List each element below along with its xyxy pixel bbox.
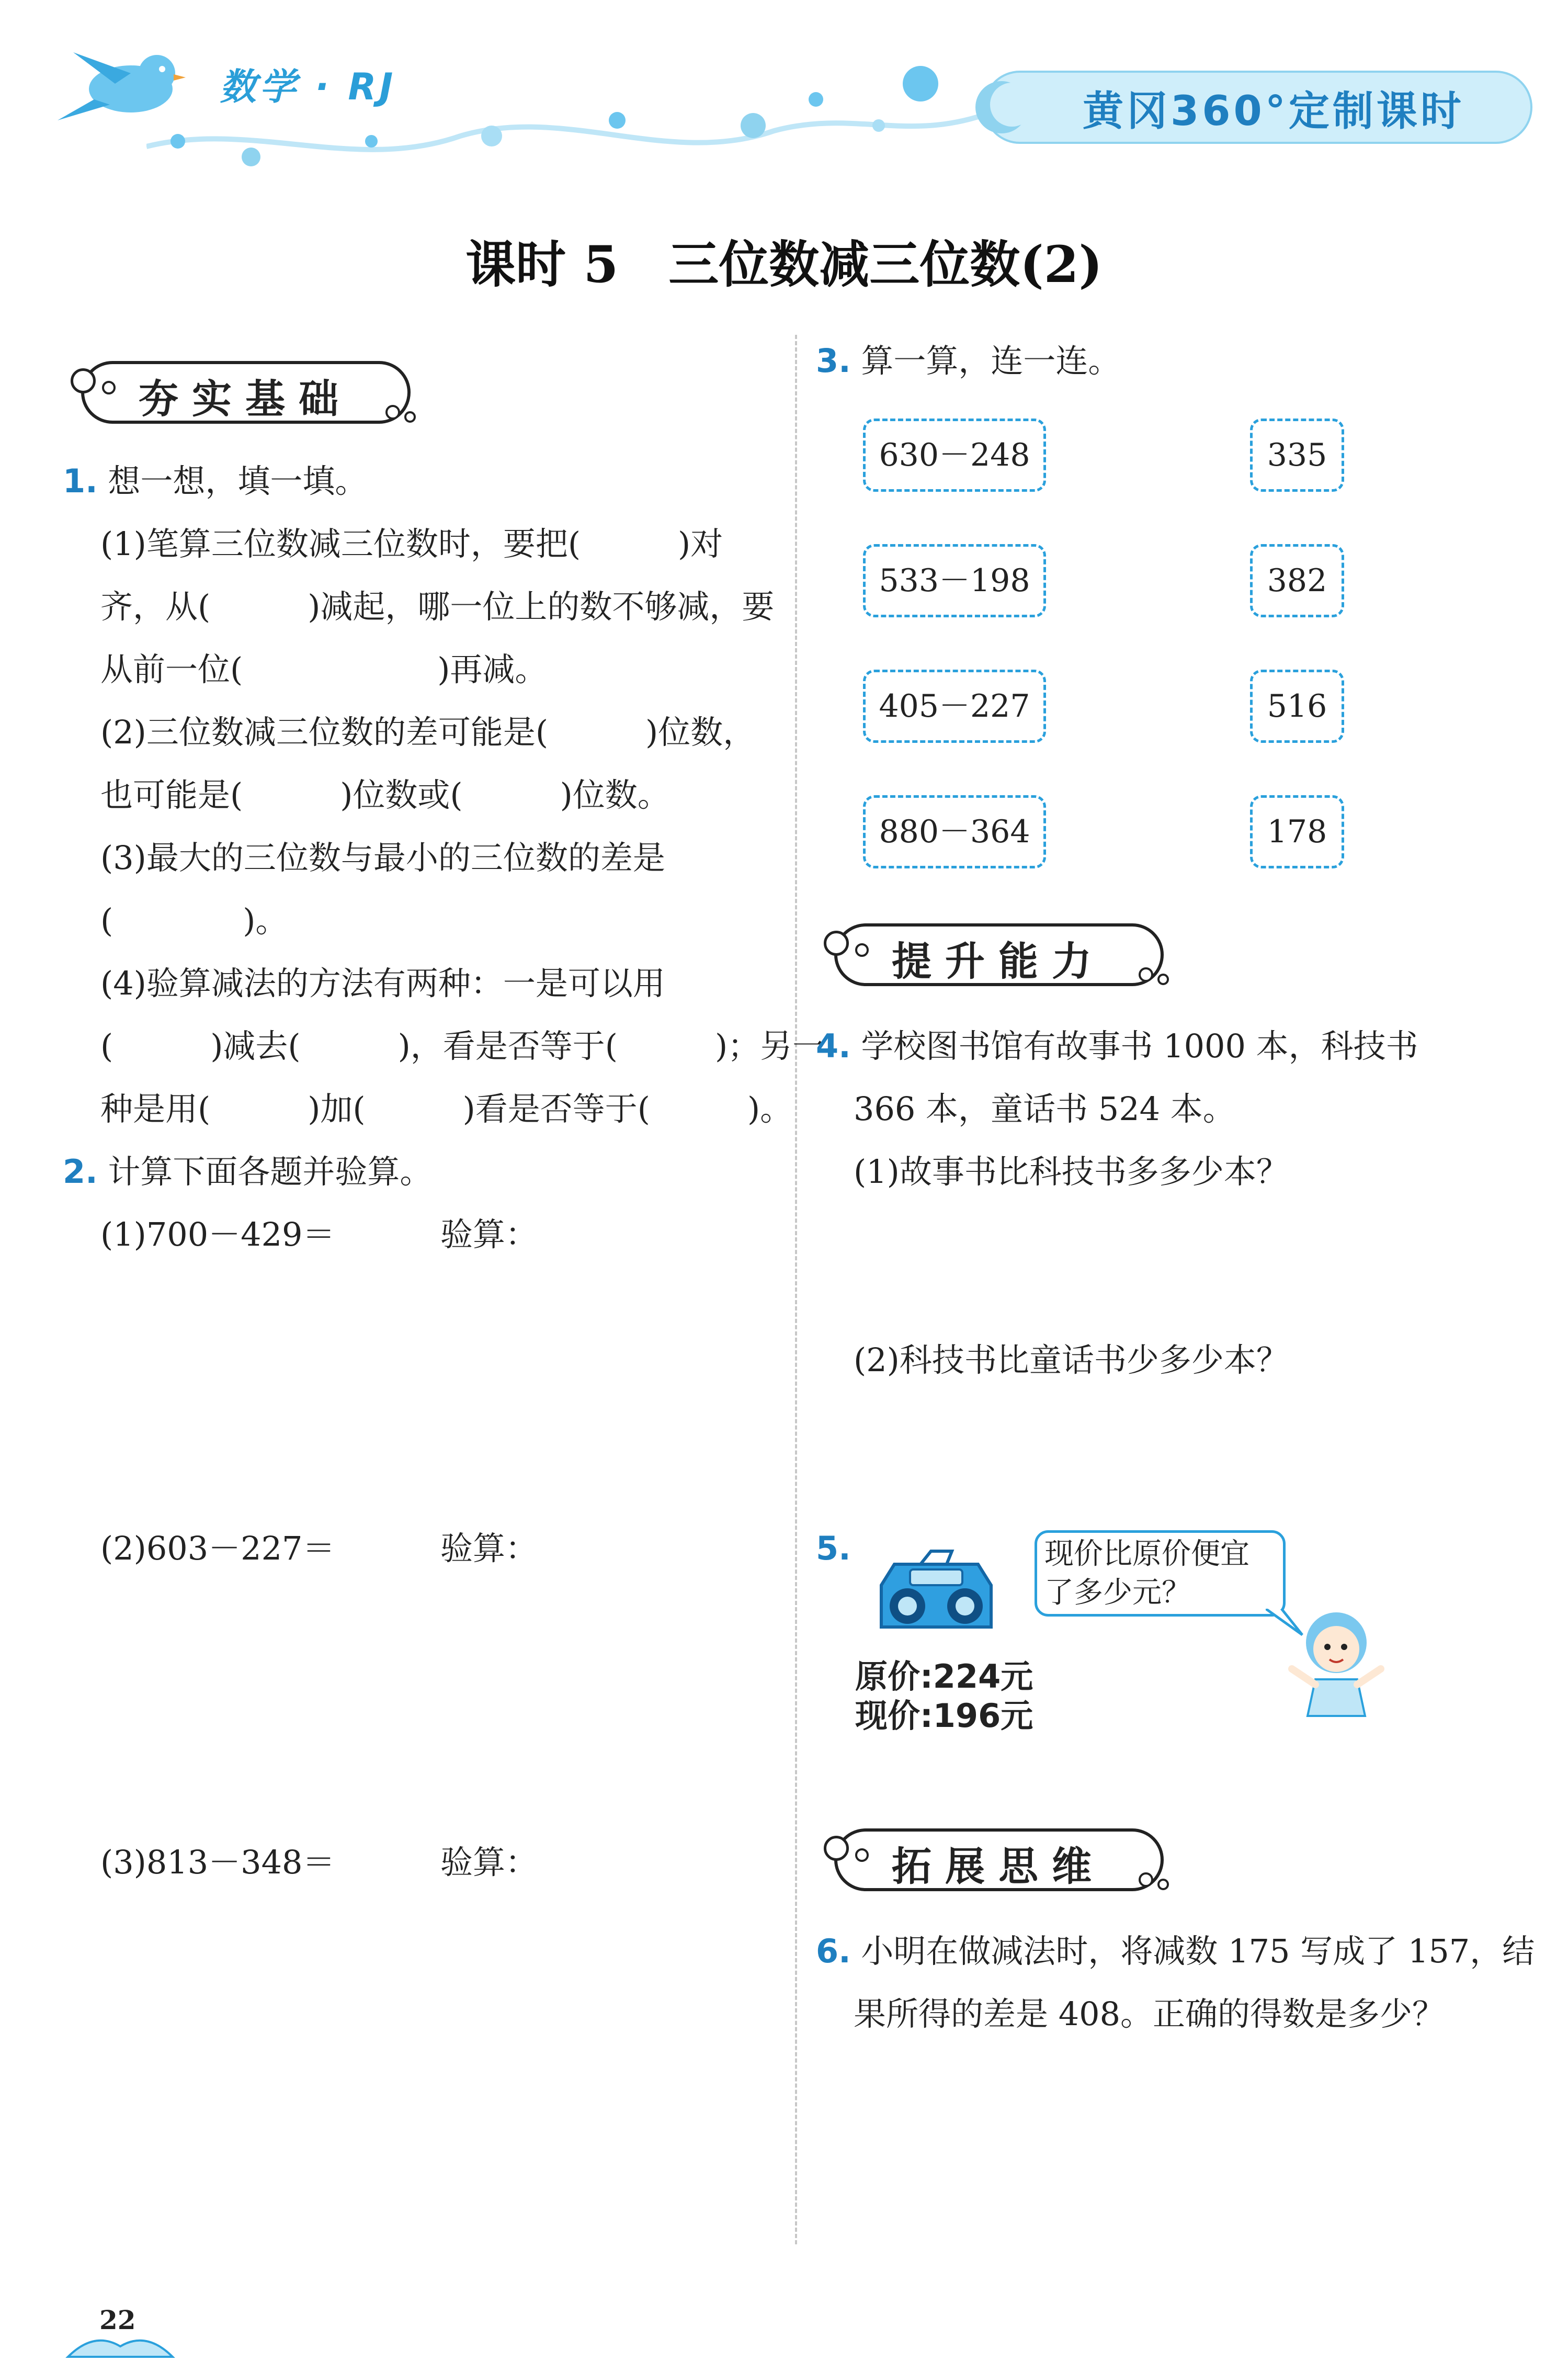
radio-icon <box>873 1549 999 1637</box>
expression-box[interactable]: 880－364 <box>863 795 1046 868</box>
check-label: 验算： <box>440 1215 538 1253</box>
calc-expression: (1)700－429＝ <box>100 1215 335 1253</box>
question-line: 种是用( )加( )看是否等于( )。 <box>100 1090 793 1128</box>
girl-character-icon <box>1281 1601 1386 1726</box>
question-line: (2)三位数减三位数的差可能是( )位数， <box>100 713 756 751</box>
question-number: 4. <box>816 1027 851 1065</box>
subject-label: 数学 · RJ <box>220 65 396 108</box>
check-label: 验算： <box>440 1843 538 1881</box>
calc-item-3 <box>100 1831 780 1894</box>
question-stem: 计算下面各题并验算。 <box>108 1153 433 1191</box>
sub-question: (1)故事书比科技书多多少本？ <box>854 1153 1289 1191</box>
bubble-text: 了多少元？ <box>1044 1576 1191 1610</box>
bubble-text: 现价比原价便宜 <box>1044 1537 1249 1571</box>
question-4 <box>816 1015 1548 1392</box>
question-line: ( )。 <box>100 901 288 940</box>
section-title: 提升能力 <box>892 938 1105 985</box>
expression-box[interactable]: 533－198 <box>863 544 1046 617</box>
question-text: 小明在做减法时，将减数 175 写成了 157，结 <box>861 1932 1535 1970</box>
section-header-basic <box>71 361 416 424</box>
question-line: 齐，从( )减起，哪一位上的数不够减，要 <box>100 588 775 626</box>
question-text: 学校图书馆有故事书 1000 本，科技书 <box>861 1027 1418 1065</box>
question-number: 1. <box>63 462 98 500</box>
section-title: 拓展思维 <box>892 1843 1105 1890</box>
crescent-icon <box>973 78 1030 136</box>
question-line: (1)笔算三位数减三位数时，要把( )对 <box>100 525 723 563</box>
answer-box[interactable]: 178 <box>1250 795 1344 868</box>
question-line: 从前一位( )再减。 <box>100 650 548 688</box>
expression-box[interactable]: 405－227 <box>863 670 1046 743</box>
question-line: ( )减去( )，看是否等于( )；另一 <box>100 1027 825 1065</box>
question-1 <box>63 450 825 1140</box>
section-title: 夯实基础 <box>139 376 352 422</box>
current-price: 现价:196元 <box>855 1697 1033 1735</box>
calc-item-2 <box>100 1517 780 1580</box>
speech-bubble <box>1035 1530 1286 1617</box>
answer-box[interactable]: 516 <box>1250 670 1344 743</box>
section-header-improve <box>824 923 1169 986</box>
expression-box[interactable]: 630－248 <box>863 419 1046 492</box>
answer-box[interactable]: 335 <box>1250 419 1344 492</box>
page-number: 22 <box>99 2304 136 2335</box>
answer-box[interactable]: 382 <box>1250 544 1344 617</box>
question-6 <box>816 1920 1548 2046</box>
question-number: 5. <box>816 1529 851 1567</box>
question-line: (4)验算减法的方法有两种：一是可以用 <box>100 964 665 1002</box>
calc-expression: (3)813－348＝ <box>100 1843 335 1881</box>
calc-item-1 <box>100 1203 780 1266</box>
brand-title: 黄冈360°定制课时 <box>1083 88 1464 135</box>
header <box>0 0 1568 188</box>
question-stem: 想一想，填一填。 <box>108 462 368 500</box>
question-number: 2. <box>63 1153 98 1191</box>
question-line: 也可能是( )位数或( )位数。 <box>100 776 670 814</box>
check-label: 验算： <box>440 1529 538 1567</box>
question-number: 6. <box>816 1932 851 1970</box>
question-text: 果所得的差是 408。正确的得数是多少？ <box>854 1995 1445 2033</box>
question-2-stem-row <box>63 1140 432 1203</box>
question-3-stem-row <box>816 330 1120 392</box>
question-number: 3. <box>816 342 851 380</box>
original-price: 原价:224元 <box>855 1657 1033 1696</box>
question-text: 366 本，童话书 524 本。 <box>854 1090 1235 1128</box>
question-stem: 算一算，连一连。 <box>861 342 1121 380</box>
question-line: (3)最大的三位数与最小的三位数的差是 <box>100 839 665 877</box>
lesson-title: 课时 5 三位数减三位数(2) <box>465 235 1103 294</box>
sub-question: (2)科技书比童话书少多少本？ <box>854 1341 1289 1379</box>
column-divider <box>795 335 797 2244</box>
calc-expression: (2)603－227＝ <box>100 1529 335 1567</box>
section-header-extend <box>824 1828 1169 1891</box>
